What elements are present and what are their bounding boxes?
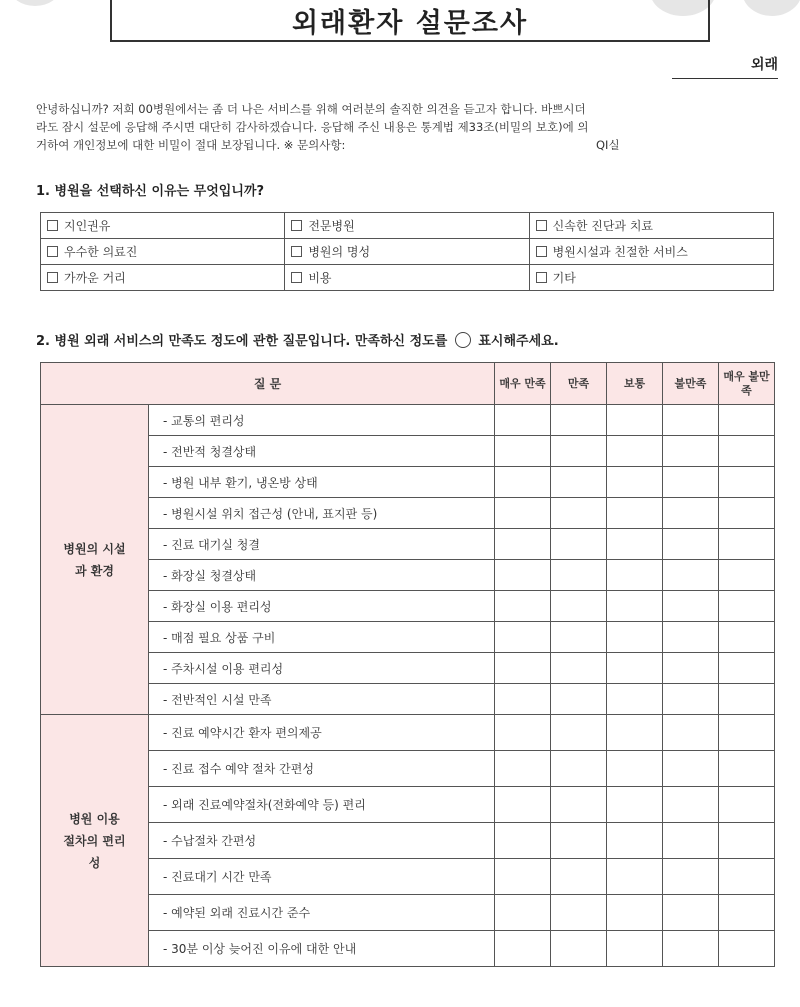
form-title: 외래환자 설문조사 [110,0,710,42]
rating-cell[interactable] [719,859,775,895]
rating-cell[interactable] [551,405,607,436]
rating-cell[interactable] [663,715,719,751]
rating-cell[interactable] [719,684,775,715]
question-item: - 진료 접수 예약 절차 간편성 [149,751,495,787]
table-row [41,436,775,467]
table-row [41,823,775,859]
rating-cell[interactable] [663,653,719,684]
header-question: 질 문 [41,363,495,405]
rating-cell[interactable] [607,498,663,529]
option-label: 신속한 진단과 치료 [552,219,654,233]
rating-cell[interactable] [719,622,775,653]
question-item: - 병원 내부 환기, 냉온방 상태 [149,467,495,498]
intro-paragraph [36,100,780,154]
rating-cell[interactable] [719,591,775,622]
table-row [41,560,775,591]
rating-cell[interactable] [551,751,607,787]
rating-cell[interactable] [607,823,663,859]
rating-cell[interactable] [551,436,607,467]
survey-body [41,405,775,967]
rating-cell[interactable] [719,931,775,967]
option-label: 우수한 의료진 [64,245,138,259]
category-cell: 병원의 시설과 환경 [41,405,149,715]
option-label: 지인권유 [64,219,111,233]
rating-cell[interactable] [495,715,551,751]
table-row [41,405,775,436]
checkbox-icon[interactable] [47,272,58,283]
rating-cell[interactable] [663,436,719,467]
contact-department: QI실 [596,138,620,152]
option-cell[interactable] [285,239,529,265]
rating-cell[interactable] [551,529,607,560]
rating-cell[interactable] [607,436,663,467]
rating-cell[interactable] [607,653,663,684]
category-cell: 병원 이용 절차의 편리성 [41,715,149,967]
rating-cell[interactable] [663,529,719,560]
rating-cell[interactable] [551,622,607,653]
rating-cell[interactable] [551,895,607,931]
option-cell[interactable] [529,213,773,239]
rating-cell[interactable] [551,931,607,967]
intro-line-3: 거하여 개인정보에 대한 비밀이 절대 보장됩니다. ※ 문의사항: [36,138,346,152]
question-item: - 진료 예약시간 환자 편의제공 [149,715,495,751]
option-cell[interactable] [285,213,529,239]
rating-cell[interactable] [719,823,775,859]
rating-cell[interactable] [495,931,551,967]
rating-cell[interactable] [719,787,775,823]
rating-cell[interactable] [607,560,663,591]
checkbox-icon[interactable] [47,220,58,231]
checkbox-icon[interactable] [291,220,302,231]
header-dissatisfied: 불만족 [663,363,719,405]
rating-cell[interactable] [663,931,719,967]
table-row [41,787,775,823]
rating-cell[interactable] [607,751,663,787]
option-row [41,239,774,265]
rating-cell[interactable] [607,931,663,967]
rating-cell[interactable] [495,591,551,622]
rating-cell[interactable] [495,751,551,787]
rating-cell[interactable] [719,751,775,787]
rating-cell[interactable] [551,823,607,859]
rating-cell[interactable] [495,684,551,715]
option-cell[interactable] [285,265,529,291]
table-row [41,895,775,931]
rating-cell[interactable] [607,529,663,560]
option-label: 병원의 명성 [308,245,371,259]
rating-cell[interactable] [607,859,663,895]
table-row [41,715,775,751]
table-row [41,931,775,967]
question-item: - 외래 진료예약절차(전화예약 등) 편리 [149,787,495,823]
question-1-title: 1. 병원을 선택하신 이유는 무엇입니까? [36,184,264,199]
rating-cell[interactable] [719,895,775,931]
question-item: - 예약된 외래 진료시간 준수 [149,895,495,931]
option-label: 기타 [552,271,576,285]
rating-cell[interactable] [495,405,551,436]
table-row [41,751,775,787]
rating-cell[interactable] [663,751,719,787]
header-neutral: 보통 [607,363,663,405]
circle-icon [455,332,471,348]
option-row [41,265,774,291]
question-item: - 진료 대기실 청결 [149,529,495,560]
option-cell[interactable] [529,239,773,265]
rating-cell[interactable] [495,823,551,859]
rating-cell[interactable] [495,859,551,895]
table-row [41,529,775,560]
question-item: - 진료대기 시간 만족 [149,859,495,895]
rating-cell[interactable] [663,467,719,498]
rating-cell[interactable] [719,529,775,560]
rating-cell[interactable] [607,715,663,751]
rating-cell[interactable] [495,653,551,684]
question-2-title-suffix: 표시해주세요. [478,334,559,349]
question-2-title-text: 2. 병원 외래 서비스의 만족도 정도에 관한 질문입니다. 만족하신 정도를 [36,334,448,349]
rating-cell[interactable] [663,498,719,529]
table-row [41,467,775,498]
table-row [41,498,775,529]
intro-line-1: 안녕하십니까? 저희 00병원에서는 좀 더 나은 서비스를 위해 여러분의 솔직한 의견을 듣고자 합니다. 바쁘시더 [36,102,586,116]
table-row [41,653,775,684]
rating-cell[interactable] [551,787,607,823]
question-item: - 교통의 편리성 [149,405,495,436]
question-item: - 주차시설 이용 편리성 [149,653,495,684]
rating-cell[interactable] [551,715,607,751]
checkbox-icon[interactable] [291,272,302,283]
question-item: - 전반적 청결상태 [149,436,495,467]
rating-cell[interactable] [495,467,551,498]
rating-cell[interactable] [719,560,775,591]
option-label: 비용 [308,271,332,285]
table-row [41,591,775,622]
rating-cell[interactable] [551,653,607,684]
rating-cell[interactable] [551,467,607,498]
rating-cell[interactable] [607,684,663,715]
rating-cell[interactable] [719,405,775,436]
table-row [41,622,775,653]
option-cell[interactable] [41,239,285,265]
rating-cell[interactable] [495,529,551,560]
option-cell[interactable] [41,265,285,291]
rating-cell[interactable] [551,591,607,622]
rating-cell[interactable] [495,895,551,931]
question-item: - 30분 이상 늦어진 이유에 대한 안내 [149,931,495,967]
rating-cell[interactable] [607,405,663,436]
rating-cell[interactable] [663,895,719,931]
rating-cell[interactable] [663,787,719,823]
checkbox-icon[interactable] [47,246,58,257]
question-1-options [40,212,774,291]
rating-cell[interactable] [663,859,719,895]
department-label: 외래 [672,54,778,79]
rating-cell[interactable] [551,859,607,895]
table-row [41,684,775,715]
top-left-corner-shape [10,0,60,6]
top-right-corner-shape-2 [742,0,800,16]
question-item: - 전반적인 시설 만족 [149,684,495,715]
rating-cell[interactable] [663,622,719,653]
question-item: - 화장실 청결상태 [149,560,495,591]
header-very-satisfied: 매우 만족 [495,363,551,405]
table-row [41,859,775,895]
rating-cell[interactable] [663,591,719,622]
option-label: 전문병원 [308,219,355,233]
option-cell[interactable] [529,265,773,291]
checkbox-icon[interactable] [536,246,547,257]
question-item: - 수납절차 간편성 [149,823,495,859]
intro-line-2: 라도 잠시 설문에 응답해 주시면 대단히 감사하겠습니다. 응답해 주신 내용은 통계법 제33조(비밀의 보호)에 의 [36,120,589,134]
option-cell[interactable] [41,213,285,239]
rating-cell[interactable] [719,715,775,751]
rating-cell[interactable] [607,895,663,931]
rating-cell[interactable] [495,560,551,591]
rating-cell[interactable] [663,823,719,859]
rating-cell[interactable] [495,498,551,529]
table-header-row [41,363,775,405]
header-satisfied: 만족 [551,363,607,405]
question-2-title [36,330,559,349]
satisfaction-table [40,362,775,967]
question-item: - 화장실 이용 편리성 [149,591,495,622]
rating-cell[interactable] [719,467,775,498]
rating-cell[interactable] [663,560,719,591]
option-label: 가까운 거리 [64,271,126,285]
checkbox-icon[interactable] [536,220,547,231]
checkbox-icon[interactable] [291,246,302,257]
rating-cell[interactable] [551,560,607,591]
rating-cell[interactable] [495,787,551,823]
question-item: - 병원시설 위치 접근성 (안내, 표지판 등) [149,498,495,529]
header-very-dissatisfied: 매우 불만족 [719,363,775,405]
checkbox-icon[interactable] [536,272,547,283]
rating-cell[interactable] [663,684,719,715]
rating-cell[interactable] [551,498,607,529]
rating-cell[interactable] [607,622,663,653]
rating-cell[interactable] [663,405,719,436]
rating-cell[interactable] [551,684,607,715]
rating-cell[interactable] [495,436,551,467]
option-label: 병원시설과 친절한 서비스 [552,245,688,259]
rating-cell[interactable] [719,498,775,529]
rating-cell[interactable] [719,436,775,467]
question-item: - 매점 필요 상품 구비 [149,622,495,653]
rating-cell[interactable] [495,622,551,653]
rating-cell[interactable] [607,591,663,622]
rating-cell[interactable] [607,787,663,823]
option-row [41,213,774,239]
rating-cell[interactable] [607,467,663,498]
rating-cell[interactable] [719,653,775,684]
